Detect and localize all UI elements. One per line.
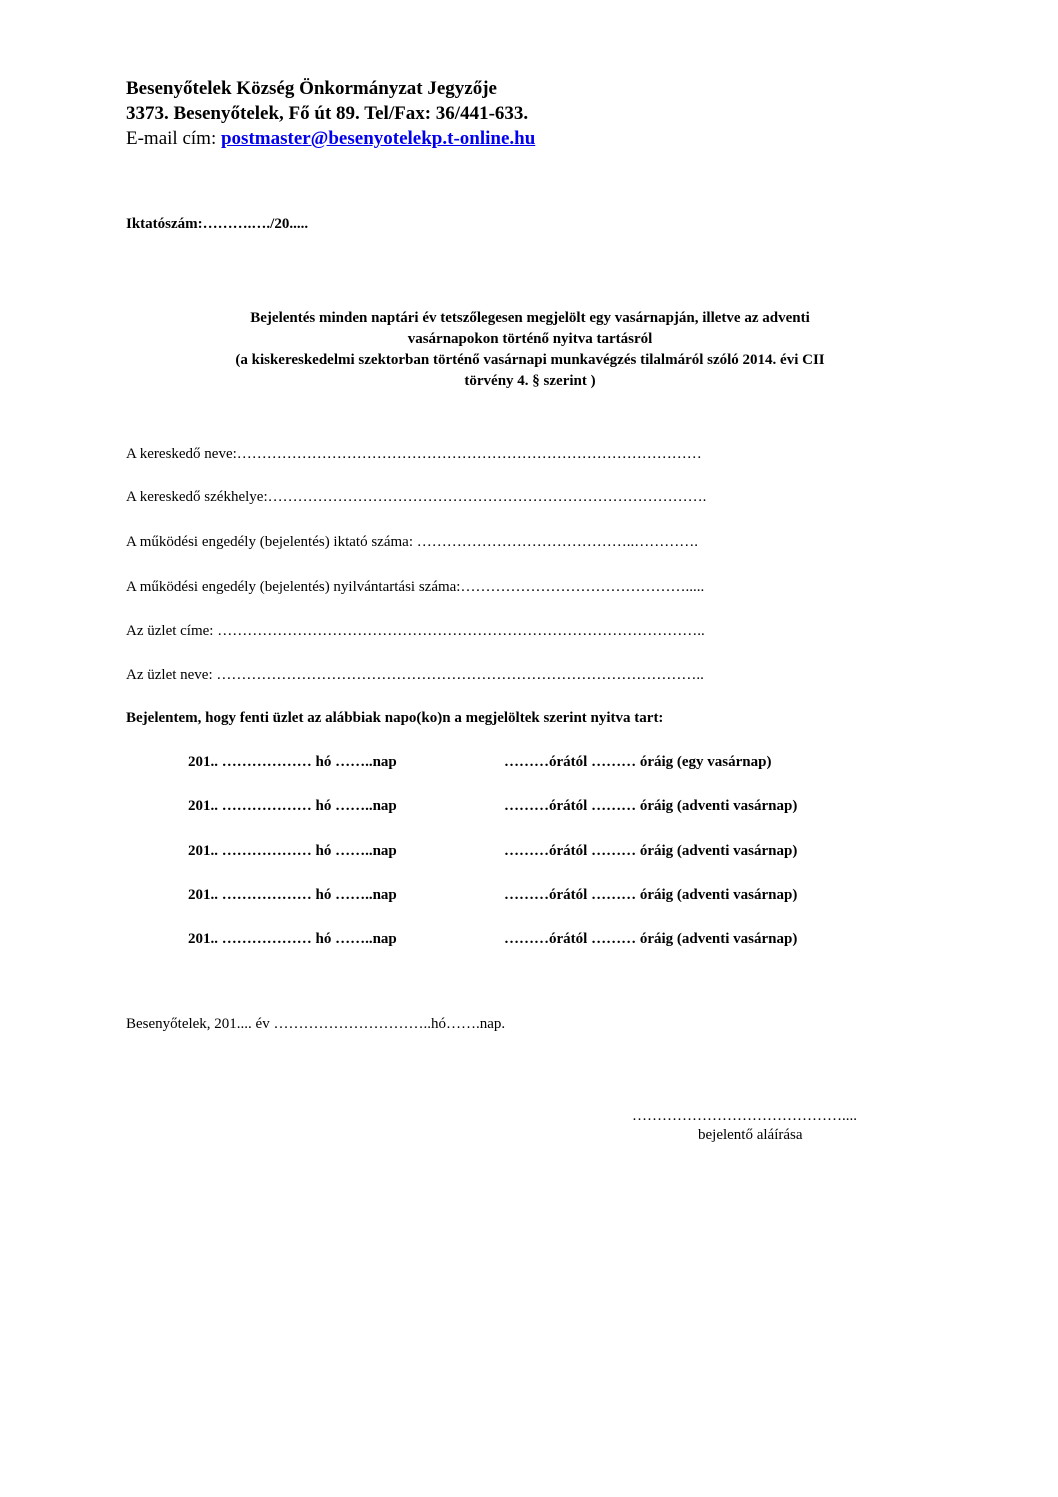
filing-number: Iktatószám:……….…./20..... — [126, 216, 309, 232]
document-title — [120, 308, 940, 392]
email-line — [126, 126, 535, 151]
title-line-4: törvény 4. § szerint ) — [464, 373, 596, 389]
schedule-date: 201.. ……………… hó ……..nap — [188, 887, 397, 903]
field-shop-address[interactable]: Az üzlet címe: …………………………………………………………………………………….. — [126, 623, 705, 639]
letterhead — [126, 76, 535, 151]
schedule-time: ………órától ……… óráig (adventi vasárnap) — [504, 931, 798, 947]
schedule-row[interactable] — [188, 843, 798, 860]
signature-line[interactable]: …………………………………….... — [632, 1108, 857, 1124]
declaration-text: Bejelentem, hogy fenti üzlet az alábbiak napo(ko)n a megjelöltek szerint nyitva tart: — [126, 710, 664, 726]
schedule-row[interactable] — [188, 798, 798, 815]
email-label: E-mail cím: — [126, 128, 221, 149]
schedule-date: 201.. ……………… hó ……..nap — [188, 754, 397, 770]
office-address: 3373. Besenyőtelek, Fő út 89. Tel/Fax: 36/441-633. — [126, 103, 529, 124]
schedule-row[interactable] — [188, 931, 798, 948]
office-name: Besenyőtelek Község Önkormányzat Jegyzője — [126, 78, 497, 99]
field-permit-filing-number[interactable]: A működési engedély (bejelentés) iktató száma: ……………………………………..…………. — [126, 534, 698, 550]
schedule-date: 201.. ……………… hó ……..nap — [188, 931, 397, 947]
field-permit-registry-number[interactable]: A működési engedély (bejelentés) nyilvántartási száma:………………………………………..... — [126, 579, 705, 595]
schedule-time: ………órától ……… óráig (adventi vasárnap) — [504, 798, 798, 814]
title-line-3: (a kiskereskedelmi szektorban történő vasárnapi munkavégzés tilalmáról szóló 2014. évi CII — [235, 352, 825, 368]
signature-label: bejelentő aláírása — [698, 1127, 803, 1143]
title-line-2: vasárnapokon történő nyitva tartásról — [407, 331, 653, 347]
place-and-date[interactable]: Besenyőtelek, 201.... év …………………………..hó…….nap. — [126, 1016, 506, 1032]
schedule-time: ………órától ……… óráig (egy vasárnap) — [504, 754, 772, 770]
schedule-time: ………órától ……… óráig (adventi vasárnap) — [504, 843, 798, 859]
schedule-time: ………órától ……… óráig (adventi vasárnap) — [504, 887, 798, 903]
email-link[interactable]: postmaster@besenyotelekp.t-online.hu — [220, 128, 536, 149]
schedule-date: 201.. ……………… hó ……..nap — [188, 843, 397, 859]
title-line-1: Bejelentés minden naptári év tetszőlegesen megjelölt egy vasárnapján, illetve az adventi — [250, 310, 810, 326]
schedule-date: 201.. ……………… hó ……..nap — [188, 798, 397, 814]
field-merchant-seat[interactable]: A kereskedő székhelye:……………………………………………………………………………. — [126, 489, 707, 505]
field-merchant-name[interactable]: A kereskedő neve:………………………………………………………………………………… — [126, 446, 702, 462]
field-shop-name[interactable]: Az üzlet neve: …………………………………………………………………………………….. — [126, 667, 704, 683]
schedule-row[interactable] — [188, 887, 798, 904]
schedule-row[interactable] — [188, 754, 772, 771]
